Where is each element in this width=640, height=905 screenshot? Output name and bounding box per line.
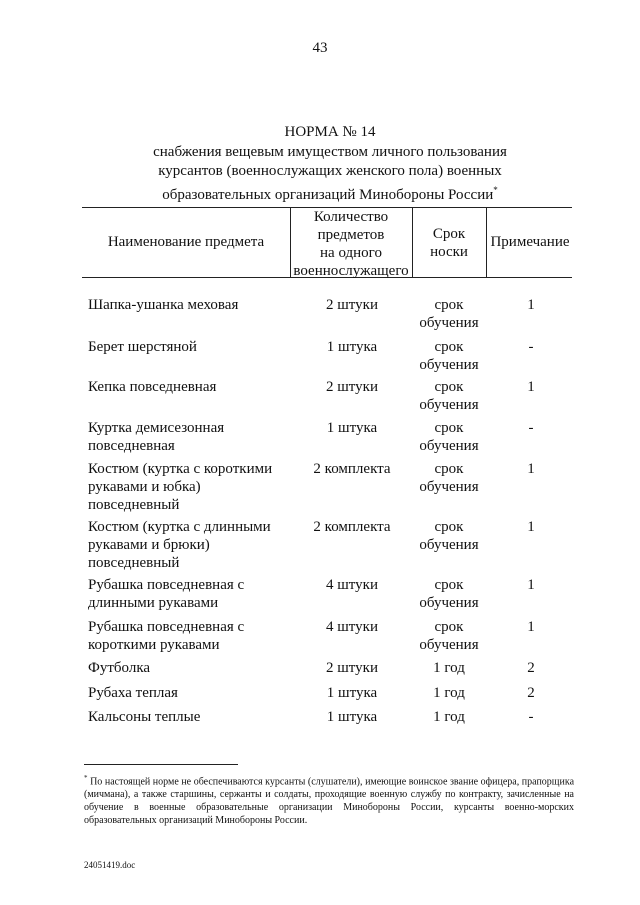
item-term-line: срок (434, 420, 464, 436)
item-term-line: срок (434, 461, 464, 477)
subtitle-line: образовательных организаций Минобороны России* (162, 185, 498, 203)
item-term (414, 684, 484, 702)
item-name-line: Кальсоны теплые (88, 709, 201, 725)
subtitle-line: снабжения вещевым имуществом личного пользования (153, 144, 507, 160)
item-term-line: обучения (419, 537, 479, 553)
item-note: 2 (527, 660, 535, 676)
item-term (414, 576, 484, 612)
item-term (414, 378, 484, 414)
item-name-line: повседневный (88, 497, 180, 513)
item-name-line: длинными рукавами (88, 595, 219, 611)
header-qty-line: Количество (313, 209, 389, 225)
header-term-line: Срок (432, 226, 466, 242)
item-term-line: срок (434, 577, 464, 593)
item-note: 1 (527, 519, 535, 535)
item-quantity: 2 комплекта (313, 519, 391, 535)
item-name (88, 659, 298, 677)
item-term (414, 618, 484, 654)
item-term (414, 419, 484, 455)
document-id: 24051419.doc (84, 860, 136, 870)
footnote (84, 772, 574, 827)
item-note: - (528, 339, 534, 355)
item-term-line: обучения (419, 637, 479, 653)
item-quantity: 4 штуки (326, 619, 378, 635)
item-term (414, 296, 484, 332)
item-note: 1 (527, 379, 535, 395)
item-name (88, 338, 298, 356)
item-name (88, 518, 298, 572)
item-name-line: рукавами и юбка) (88, 479, 201, 495)
footnote-text: По настоящей норме не обеспечиваются курсанты (слушатели), имеющие воинское звание офицера, прапорщика (мичмана), а также старшины, сержанты и солдаты, проходящие военную службу по контракту, зачисленные на обучение в военные образовательные организации Минобороны России, курсанты военно-морских образовательных организаций Минобороны России. (84, 776, 575, 827)
item-term-line: 1 год (433, 660, 465, 676)
item-name (88, 576, 298, 612)
item-term-line: обучения (419, 595, 479, 611)
item-term-line: срок (434, 379, 464, 395)
item-name-line: короткими рукавами (88, 637, 220, 653)
norm-title: НОРМА № 14 (284, 124, 376, 140)
item-note: 1 (527, 461, 535, 477)
item-name (88, 378, 298, 396)
item-term (414, 338, 484, 374)
item-name-line: Куртка демисезонная (88, 420, 225, 436)
header-qty-line: на одного (320, 245, 382, 261)
item-term (414, 708, 484, 726)
item-name-line: Шапка-ушанка меховая (88, 297, 239, 313)
item-name-line: Рубаха теплая (88, 685, 178, 701)
item-term-line: обучения (419, 315, 479, 331)
page-number: 43 (312, 40, 328, 56)
item-term-line: обучения (419, 438, 479, 454)
item-name-line: Берет шерстяной (88, 339, 197, 355)
item-name-line: рукавами и брюки) (88, 537, 210, 553)
header-qty-line: военнослужащего (293, 263, 409, 279)
item-name (88, 296, 298, 314)
footnote-marker: * (493, 185, 498, 195)
item-term-line: обучения (419, 397, 479, 413)
item-term-line: 1 год (433, 685, 465, 701)
footnote-marker: * (84, 774, 88, 782)
item-name (88, 618, 298, 654)
item-name (88, 708, 298, 726)
item-note: 1 (527, 297, 535, 313)
item-term-line: срок (434, 619, 464, 635)
header-qty (290, 208, 412, 280)
header-term-line: носки (430, 244, 468, 260)
item-term-line: срок (434, 297, 464, 313)
header-name: Наименование предмета (107, 234, 265, 250)
item-quantity: 1 штука (326, 709, 378, 725)
item-quantity: 1 штука (326, 420, 378, 436)
item-quantity: 2 штуки (326, 297, 378, 313)
item-quantity: 2 штуки (326, 379, 378, 395)
item-name-line: Рубашка повседневная с (88, 619, 245, 635)
item-term-line: обучения (419, 357, 479, 373)
footnote-rule (84, 764, 238, 765)
subtitle-line: курсантов (военнослужащих женского пола) военных (158, 163, 502, 179)
item-name (88, 419, 298, 455)
item-name (88, 460, 298, 514)
item-quantity: 2 штуки (326, 660, 378, 676)
item-quantity: 1 штука (326, 685, 378, 701)
item-note: - (528, 709, 534, 725)
item-name-line: повседневная (88, 438, 175, 454)
item-term (414, 460, 484, 496)
item-name-line: Футболка (88, 660, 151, 676)
header-note: Примечание (490, 234, 570, 250)
item-name-line: повседневный (88, 555, 180, 571)
item-term-line: срок (434, 339, 464, 355)
item-quantity: 1 штука (326, 339, 378, 355)
item-name-line: Кепка повседневная (88, 379, 217, 395)
item-term (414, 659, 484, 677)
item-note: 1 (527, 577, 535, 593)
item-term-line: срок (434, 519, 464, 535)
item-name (88, 684, 298, 702)
header-qty-line: предметов (317, 227, 385, 243)
item-name-line: Костюм (куртка с короткими (88, 461, 273, 477)
item-note: 2 (527, 685, 535, 701)
item-quantity: 2 комплекта (313, 461, 391, 477)
item-term-line: обучения (419, 479, 479, 495)
item-term-line: 1 год (433, 709, 465, 725)
item-note: 1 (527, 619, 535, 635)
item-quantity: 4 штуки (326, 577, 378, 593)
item-note: - (528, 420, 534, 436)
item-term (414, 518, 484, 554)
header-term (412, 225, 486, 261)
item-name-line: Костюм (куртка с длинными (88, 519, 271, 535)
item-name-line: Рубашка повседневная с (88, 577, 245, 593)
norm-subtitle (80, 143, 580, 205)
